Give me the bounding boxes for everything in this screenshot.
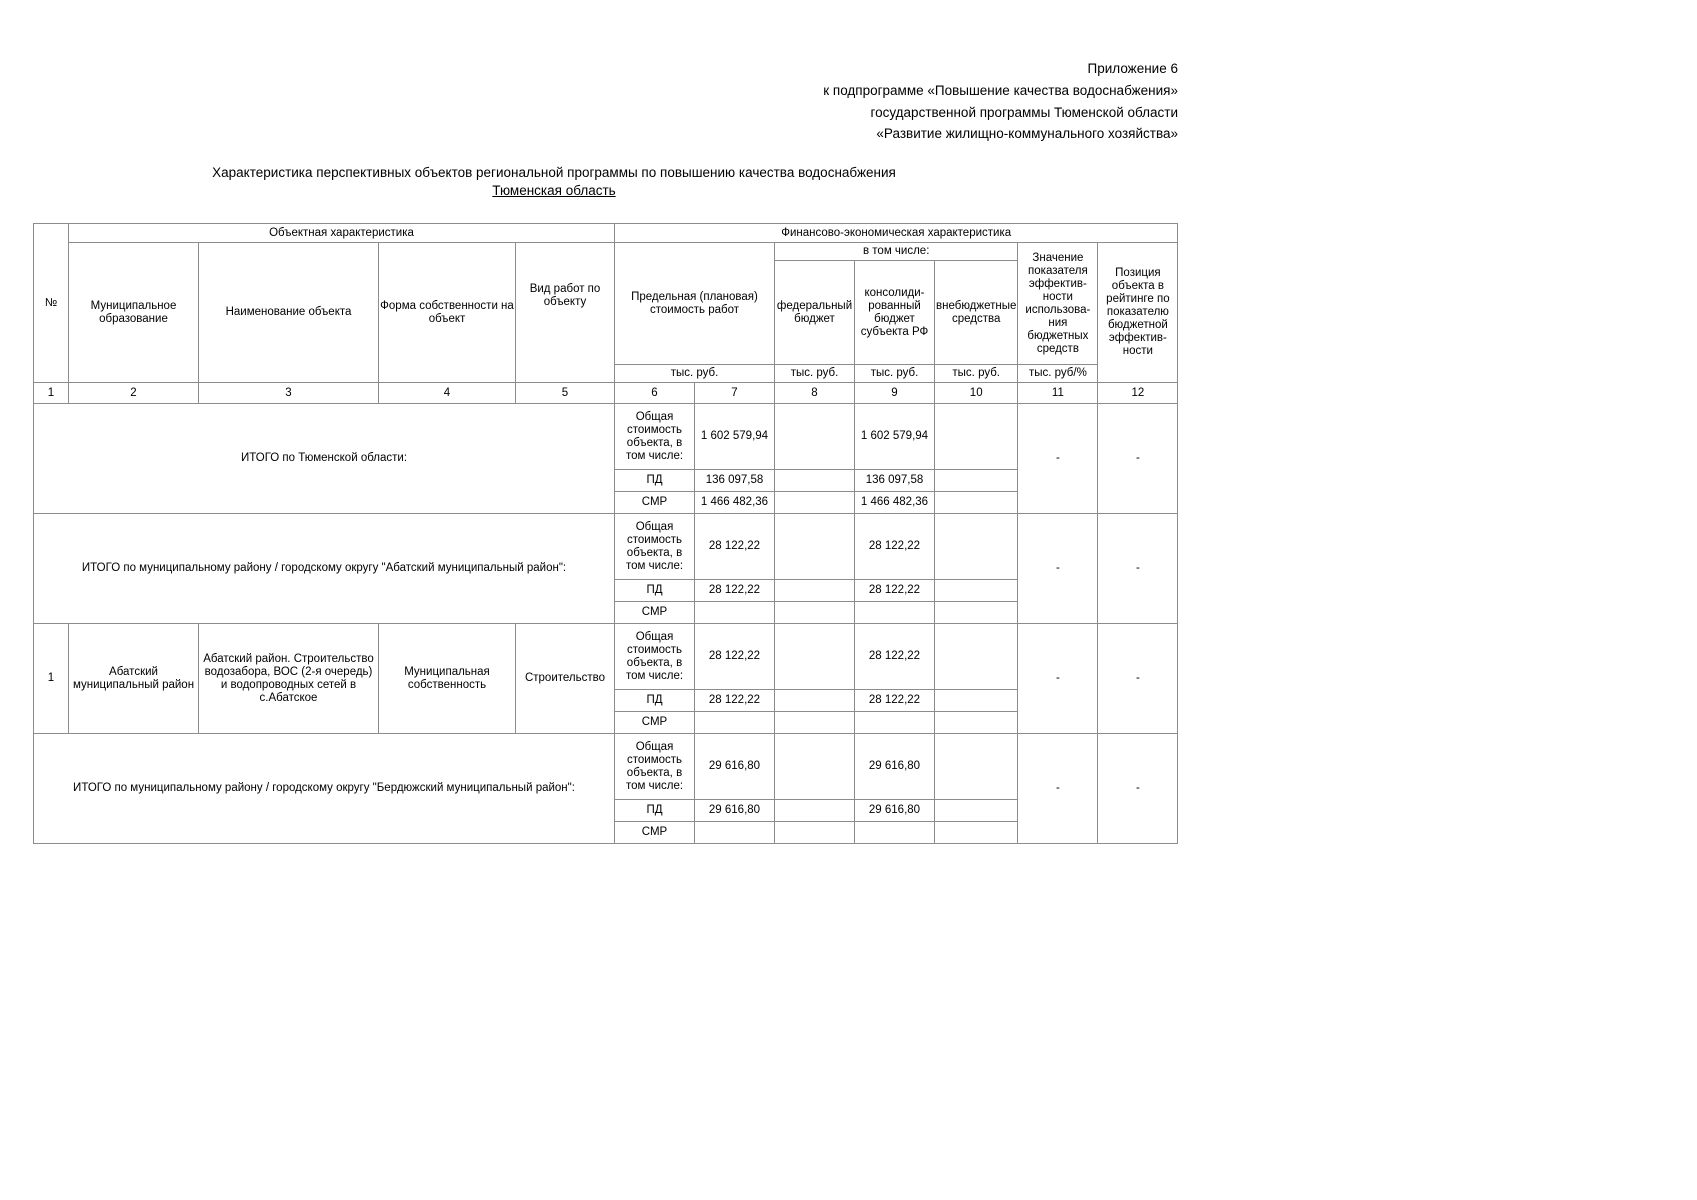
consolidated-total: 1 602 579,94 <box>855 404 935 470</box>
extra-smr <box>935 602 1018 624</box>
rating-position: - <box>1098 624 1178 734</box>
object-number: 1 <box>34 624 69 734</box>
appendix-line: к подпрограмме «Повышение качества водоснабжения» <box>823 82 1178 98</box>
cost-pd: 29 616,80 <box>695 800 775 822</box>
consolidated-pd: 28 122,22 <box>855 690 935 712</box>
federal-total <box>775 514 855 580</box>
extra-smr <box>935 492 1018 514</box>
consolidated-pd: 29 616,80 <box>855 800 935 822</box>
efficiency-value: - <box>1018 734 1098 844</box>
header-efficiency: Значение показателя эффектив-ности использова-ния бюджетных средств <box>1018 243 1098 365</box>
rating-position: - <box>1098 404 1178 514</box>
sub-label-pd: ПД <box>615 470 695 492</box>
federal-pd <box>775 470 855 492</box>
unit-efficiency: тыс. руб/% <box>1018 365 1098 383</box>
cost-smr <box>695 712 775 734</box>
efficiency-value: - <box>1018 404 1098 514</box>
header-municipality: Муниципальное образование <box>69 243 199 383</box>
appendix-line: государственной программы Тюменской области <box>870 104 1178 120</box>
appendix-line: Приложение 6 <box>1087 61 1178 76</box>
column-number: 5 <box>516 383 615 404</box>
column-number: 4 <box>379 383 516 404</box>
cost-total: 28 122,22 <box>695 514 775 580</box>
federal-smr <box>775 712 855 734</box>
sub-label-pd: ПД <box>615 800 695 822</box>
sub-label-smr: СМР <box>615 712 695 734</box>
consolidated-smr <box>855 602 935 624</box>
consolidated-pd: 28 122,22 <box>855 580 935 602</box>
rating-position: - <box>1098 514 1178 624</box>
cost-pd: 28 122,22 <box>695 580 775 602</box>
cost-smr: 1 466 482,36 <box>695 492 775 514</box>
object-work-type: Строительство <box>516 624 615 734</box>
extra-total <box>935 404 1018 470</box>
column-number: 11 <box>1018 383 1098 404</box>
federal-pd <box>775 690 855 712</box>
column-number: 6 <box>615 383 695 404</box>
object-municipality: Абатский муниципальный район <box>69 624 199 734</box>
appendix-line: «Развитие жилищно-коммунального хозяйства» <box>876 126 1178 142</box>
federal-smr <box>775 822 855 844</box>
header-consolidated-budget: консолиди-рованный бюджет субъекта РФ <box>855 261 935 365</box>
title-region: Тюменская область <box>492 183 616 198</box>
sub-label-pd: ПД <box>615 690 695 712</box>
rating-position: - <box>1098 734 1178 844</box>
extra-smr <box>935 712 1018 734</box>
federal-pd <box>775 580 855 602</box>
sub-label-total: Общая стоимость объекта, в том числе: <box>615 514 695 580</box>
extra-pd <box>935 690 1018 712</box>
header-in-total: в том числе: <box>775 243 1018 261</box>
cost-smr <box>695 602 775 624</box>
consolidated-total: 29 616,80 <box>855 734 935 800</box>
extra-pd <box>935 470 1018 492</box>
consolidated-smr <box>855 822 935 844</box>
column-number: 8 <box>775 383 855 404</box>
sub-label-smr: СМР <box>615 602 695 624</box>
unit-extra: тыс. руб. <box>935 365 1018 383</box>
header-work-type: Вид работ по объекту <box>516 243 615 383</box>
unit-federal: тыс. руб. <box>775 365 855 383</box>
document-title <box>0 164 1108 200</box>
column-number: 10 <box>935 383 1018 404</box>
cost-total: 29 616,80 <box>695 734 775 800</box>
extra-total <box>935 734 1018 800</box>
unit-cost: тыс. руб. <box>615 365 775 383</box>
cost-total: 1 602 579,94 <box>695 404 775 470</box>
column-number: 1 <box>34 383 69 404</box>
extra-pd <box>935 580 1018 602</box>
header-object-characteristic: Объектная характеристика <box>69 224 615 243</box>
extra-smr <box>935 822 1018 844</box>
header-rating-position: Позиция объекта в рейтинге по показателю бюджетной эффектив-ности <box>1098 243 1178 383</box>
sub-label-pd: ПД <box>615 580 695 602</box>
group-label: ИТОГО по Тюменской области: <box>34 404 615 514</box>
column-number: 3 <box>199 383 379 404</box>
column-number: 2 <box>69 383 199 404</box>
header-ownership: Форма собственности на объект <box>379 243 516 383</box>
header-cost: Предельная (плановая) стоимость работ <box>615 243 775 365</box>
column-number: 12 <box>1098 383 1178 404</box>
object-ownership: Муниципальная собственность <box>379 624 516 734</box>
federal-total <box>775 624 855 690</box>
appendix-header <box>823 58 1178 145</box>
group-label: ИТОГО по муниципальному району / городскому округу "Бердюжский муниципальный район": <box>34 734 615 844</box>
unit-consolidated: тыс. руб. <box>855 365 935 383</box>
column-number: 9 <box>855 383 935 404</box>
column-number: 7 <box>695 383 775 404</box>
sub-label-total: Общая стоимость объекта, в том числе: <box>615 734 695 800</box>
header-federal-budget: федеральный бюджет <box>775 261 855 365</box>
extra-total <box>935 624 1018 690</box>
cost-smr <box>695 822 775 844</box>
header-object-name: Наименование объекта <box>199 243 379 383</box>
extra-pd <box>935 800 1018 822</box>
sub-label-smr: СМР <box>615 492 695 514</box>
federal-total <box>775 734 855 800</box>
consolidated-pd: 136 097,58 <box>855 470 935 492</box>
federal-pd <box>775 800 855 822</box>
cost-pd: 28 122,22 <box>695 690 775 712</box>
consolidated-total: 28 122,22 <box>855 514 935 580</box>
header-extra-budget: внебюджетные средства <box>935 261 1018 365</box>
objects-table <box>33 223 1178 844</box>
consolidated-smr <box>855 712 935 734</box>
sub-label-smr: СМР <box>615 822 695 844</box>
header-financial-characteristic: Финансово-экономическая характеристика <box>615 224 1178 243</box>
cost-total: 28 122,22 <box>695 624 775 690</box>
cost-pd: 136 097,58 <box>695 470 775 492</box>
federal-total <box>775 404 855 470</box>
efficiency-value: - <box>1018 514 1098 624</box>
group-label: ИТОГО по муниципальному району / городскому округу "Абатский муниципальный район": <box>34 514 615 624</box>
header-no: № <box>34 224 69 383</box>
title-main: Характеристика перспективных объектов региональной программы по повышению качества водоснабжения <box>212 165 896 180</box>
federal-smr <box>775 492 855 514</box>
efficiency-value: - <box>1018 624 1098 734</box>
consolidated-smr: 1 466 482,36 <box>855 492 935 514</box>
sub-label-total: Общая стоимость объекта, в том числе: <box>615 624 695 690</box>
extra-total <box>935 514 1018 580</box>
federal-smr <box>775 602 855 624</box>
sub-label-total: Общая стоимость объекта, в том числе: <box>615 404 695 470</box>
consolidated-total: 28 122,22 <box>855 624 935 690</box>
object-name: Абатский район. Строительство водозабора, ВОС (2-я очередь) и водопроводных сетей в с.Абатское <box>199 624 379 734</box>
